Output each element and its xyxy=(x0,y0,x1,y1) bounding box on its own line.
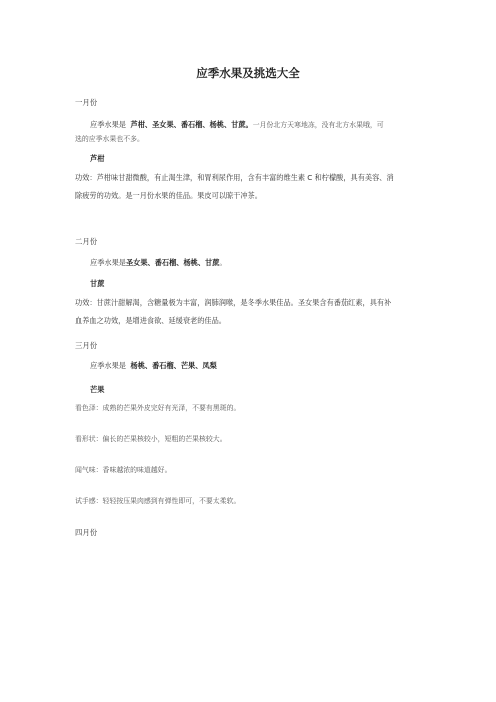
mango-tip-touch: 试手感：轻轻按压果肉感到有弹性即可，不要太柔软。 xyxy=(75,497,241,505)
section-heading-march: 三月份 xyxy=(75,341,98,350)
lugan-effect-line2: 除疲劳的功效。是一月份水果的佳品。果皮可以晾干冲茶。 xyxy=(75,191,262,200)
january-intro xyxy=(90,119,384,131)
intro-fruits: 杨桃、番石榴、芒果、凤梨 xyxy=(130,361,217,370)
intro-note: 一月份北方天寒地冻，没有北方水果哦，可 xyxy=(252,121,384,129)
mango-tip-smell: 闻气味：香味越浓的味道越好。 xyxy=(75,466,172,474)
lugan-effect-line1: 功效：芦柑味甘甜微酸，有止渴生津，和胃利尿作用，含有丰富的维生素 C 和柠檬酸，具有美容、消 xyxy=(75,173,394,182)
intro-fruits: 芦柑、圣女果、番石榴、杨桃、甘蔗。 xyxy=(130,120,253,129)
january-intro-continued: 选的应季水果也不多。 xyxy=(75,135,144,143)
intro-end: 。 xyxy=(219,258,227,267)
fruit-heading-ganzhe: 甘蔗 xyxy=(90,279,105,288)
february-intro xyxy=(90,257,227,268)
section-heading-april: 四月份 xyxy=(75,528,98,537)
page-title: 应季水果及挑选大全 xyxy=(196,66,300,80)
intro-fruits: 圣女果、番石榴、杨桃、甘蔗 xyxy=(125,258,220,267)
ganzhe-effect-line2: 血养血之功效，是增进食欲、延缓衰老的佳品。 xyxy=(75,316,226,325)
mango-tip-color: 看色泽：成熟的芒果外皮完好有光泽，不要有黑斑的。 xyxy=(75,404,241,412)
ganzhe-effect-line1: 功效：甘蔗汁甜解渴，含糖量极为丰富，润肺润喉，是冬季水果佳品。圣女果含有番茄红素，具有补 xyxy=(75,298,392,307)
intro-prefix: 应季水果是 xyxy=(90,258,126,267)
section-heading-january: 一月份 xyxy=(75,98,98,107)
march-intro xyxy=(90,360,217,371)
fruit-heading-mango: 芒果 xyxy=(90,385,105,394)
fruit-heading-lugan: 芦柑 xyxy=(90,154,105,163)
mango-tip-shape: 看形状：偏长的芒果核较小，短粗的芒果核较大。 xyxy=(75,435,227,443)
intro-prefix: 应季水果是 xyxy=(90,361,126,370)
intro-prefix: 应季水果是 xyxy=(90,120,126,129)
section-heading-february: 二月份 xyxy=(75,237,98,246)
